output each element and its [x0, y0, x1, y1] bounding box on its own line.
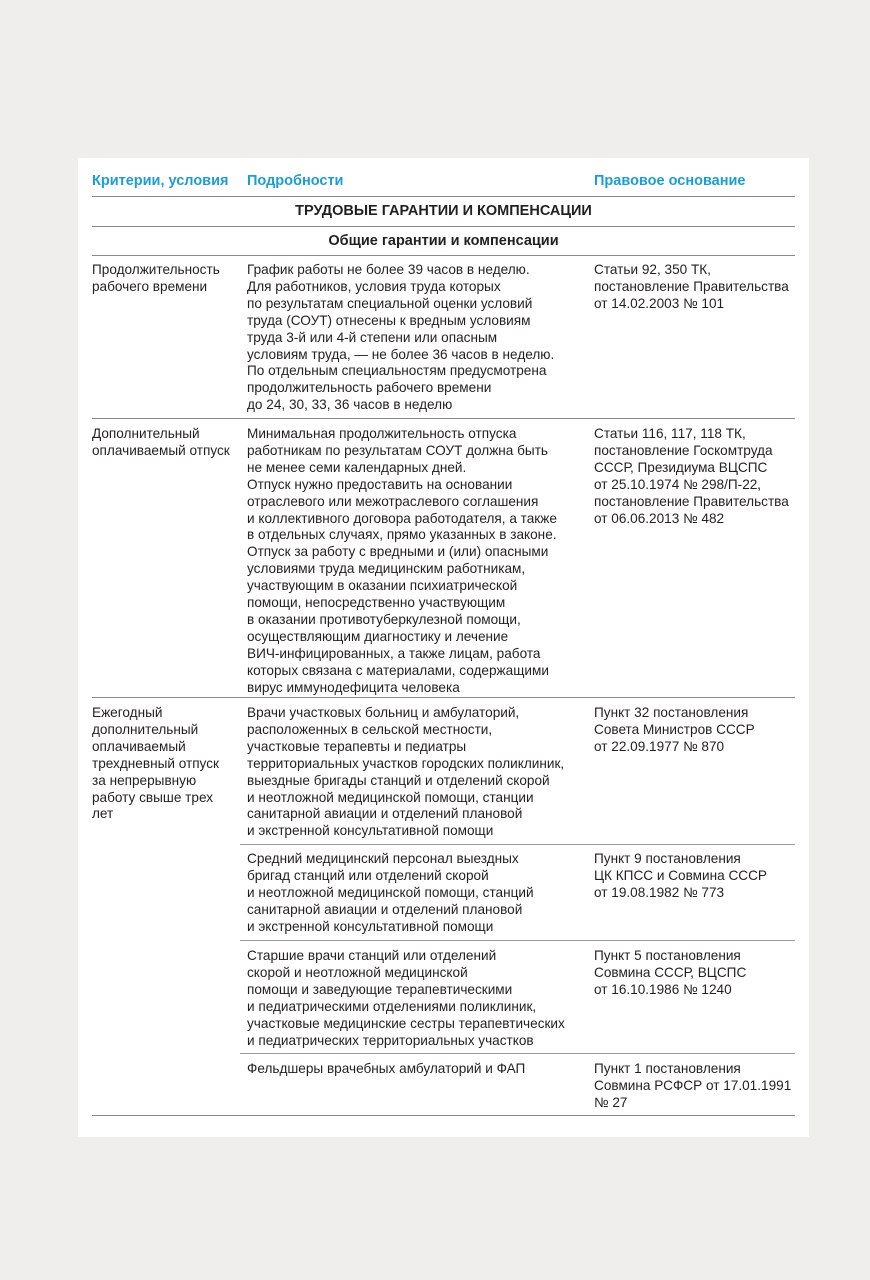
subsection-title: Общие гарантии и компенсации	[328, 233, 559, 249]
divider	[92, 697, 795, 698]
row-3a-legal: Пункт 32 постановления Совета Министров СССР от 22.09.1977 № 870	[594, 705, 755, 754]
row-1-legal: Статьи 92, 350 ТК, постановление Правительства от 14.02.2003 № 101	[594, 262, 789, 311]
row-3c-details: Старшие врачи станций или отделений скорой и неотложной медицинской помощи и заведующие терапевтическими и педиатрическими отделениями поликлиник, участковые медицинские сестры терапевтических и педиатрических территориальных участков	[247, 948, 565, 1048]
row-3b-legal: Пункт 9 постановления ЦК КПСС и Совмина СССР от 19.08.1982 № 773	[594, 851, 767, 900]
row-1-criteria: Продолжительность рабочего времени	[92, 262, 220, 294]
row-3d-details: Фельдшеры врачебных амбулаторий и ФАП	[247, 1061, 526, 1076]
row-1-details: График работы не более 39 часов в неделю. Для работников, условия труда которых по результатам специальной оценки условий труда (СОУТ) отнесены к вредным условиям труда 3-й или 4-й степени или опасным условиям труда, — не более 36 часов в неделю. По отдельным специальностям предусмотрена продолжительность рабочего времени до 24, 30, 33, 36 часов в неделю	[247, 262, 555, 413]
row-3-criteria: Ежегодный дополнительный оплачиваемый трехдневный отпуск за непрерывную работу свыше трех лет	[92, 705, 219, 822]
divider	[92, 255, 795, 256]
divider	[240, 1053, 795, 1054]
divider	[240, 940, 795, 941]
row-3d-legal: Пункт 1 постановления Совмина РСФСР от 17.01.1991 № 27	[594, 1061, 792, 1110]
divider	[240, 844, 795, 845]
section-title: ТРУДОВЫЕ ГАРАНТИИ И КОМПЕНСАЦИИ	[295, 203, 592, 219]
document-page	[78, 158, 809, 1137]
header-criteria: Критерии, условия	[92, 173, 229, 189]
divider	[92, 1115, 795, 1116]
row-2-legal: Статьи 116, 117, 118 ТК, постановление Госкомтруда СССР, Президиума ВЦСПС от 25.10.1974 № 298/П-22, постановление Правительства от 06.06.2013 № 482	[594, 426, 789, 526]
header-details: Подробности	[247, 173, 344, 189]
header-legal-basis: Правовое основание	[594, 173, 746, 189]
row-3c-legal: Пункт 5 постановления Совмина СССР, ВЦСПС от 16.10.1986 № 1240	[594, 948, 747, 997]
row-2-details: Минимальная продолжительность отпуска работникам по результатам СОУТ должна быть не менее семи календарных дней. Отпуск нужно предоставить на основании отраслевого или межотраслевого соглашения и коллективного договора работодателя, а также в отдельных случаях, прямо указанных в законе. Отпуск за работу с вредными и (или) опасными условиями труда медицинским работникам, участвующим в оказании психиатрической помощи, непосредственно участвующим в оказании противотуберкулезной помощи, осуществляющим диагностику и лечение ВИЧ-инфицированных, а также лицам, работа которых связана с материалами, содержащими вирус иммунодефицита человека	[247, 426, 557, 695]
row-2-criteria: Дополнительный оплачиваемый отпуск	[92, 426, 230, 458]
row-3a-details: Врачи участковых больниц и амбулаторий, расположенных в сельской местности, участковые терапевты и педиатры территориальных участков городских поликлиник, выездные бригады станций и отделений скорой и неотложной медицинской помощи, станции санитарной авиации и отделений плановой и экстренной консультативной помощи	[247, 705, 565, 839]
divider	[92, 196, 795, 197]
table-header	[92, 173, 795, 195]
row-3b-details: Средний медицинский персонал выездных бригад станций или отделений скорой и неотложной медицинской помощи, станций санитарной авиации и отделений плановой и экстренной консультативной помощи	[247, 851, 534, 934]
divider	[92, 418, 795, 419]
divider	[92, 226, 795, 227]
